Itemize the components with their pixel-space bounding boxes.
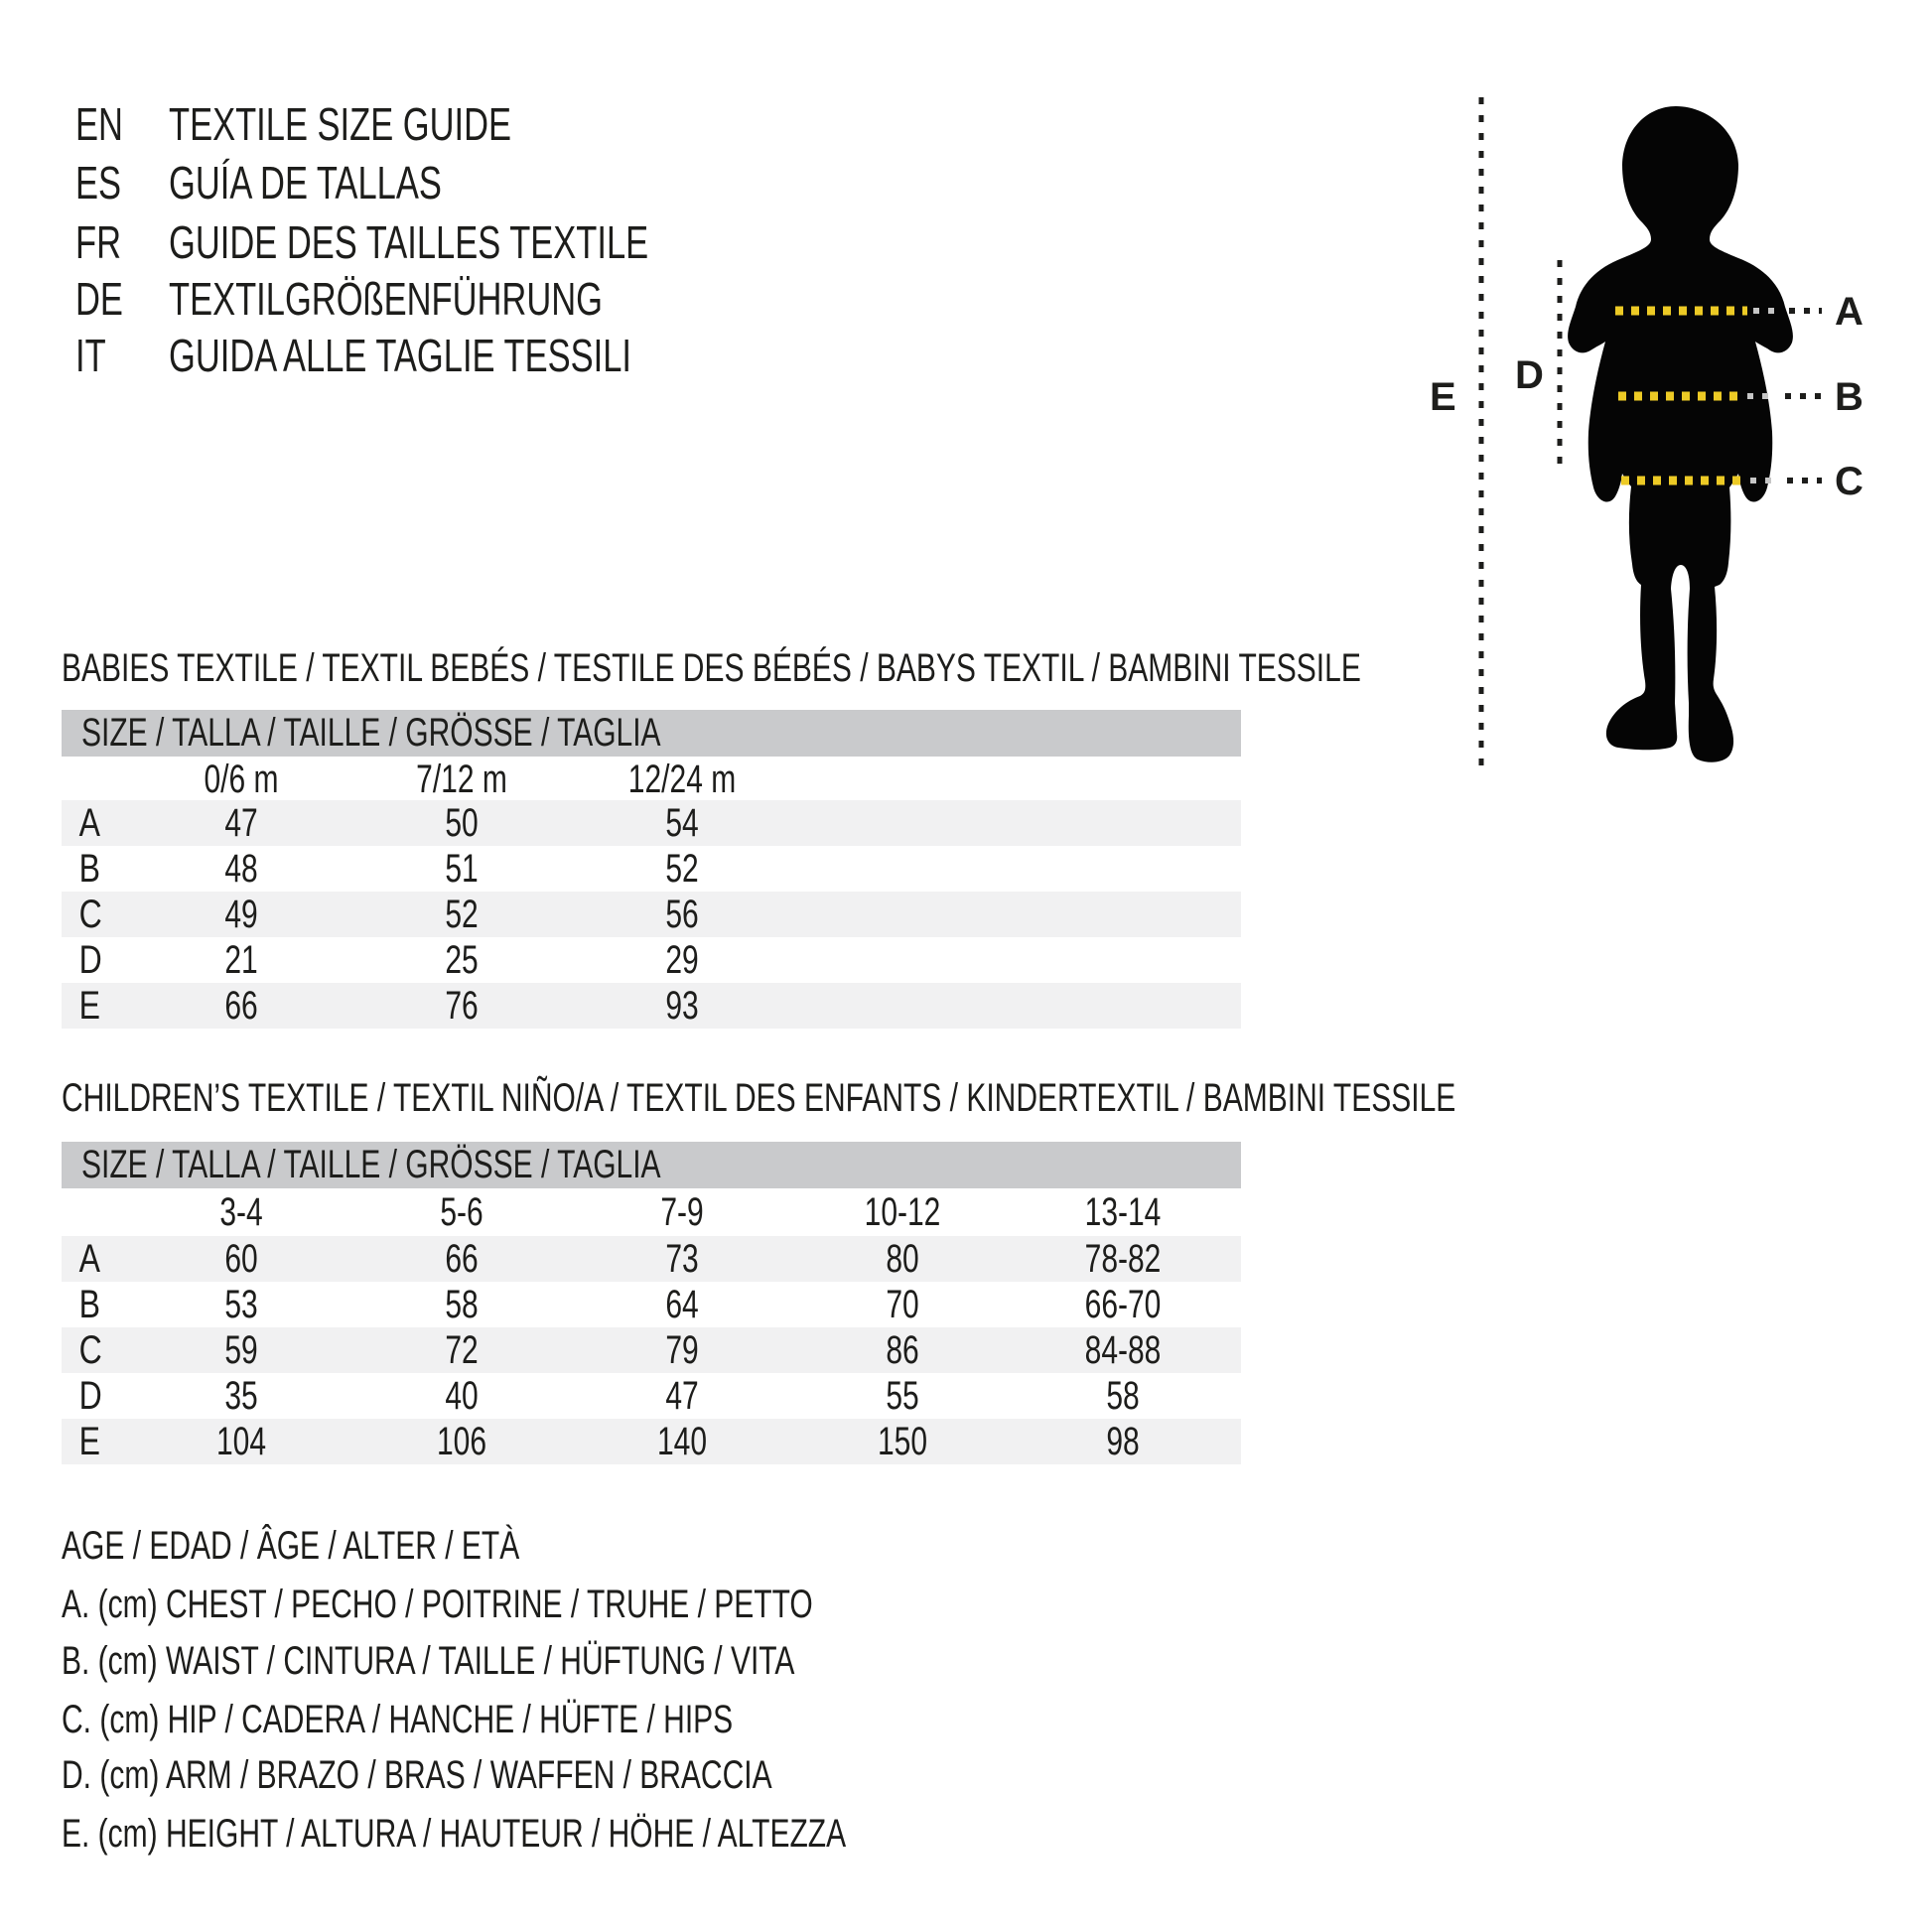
babies-row-e: E 66 76 93 (62, 983, 1241, 1029)
babies-row-c: C 49 52 56 (62, 892, 1241, 937)
children-column-header-row (62, 1189, 1241, 1235)
children-section-title: CHILDREN’S TEXTILE / TEXTIL NIÑO/A / TEXTIL DES ENFANTS / KINDERTEXTIL / BAMBINI TESSILE (62, 1076, 1456, 1120)
chest-label: A (1835, 290, 1863, 334)
babies-table-header-bar: SIZE / TALLA / TAILLE / GRÖSSE / TAGLIA (62, 710, 1241, 757)
babies-col-7-12m: 7/12 m (416, 757, 507, 801)
babies-row-d: D 21 25 29 (78, 937, 699, 982)
children-row-a: A 60 66 73 80 78-82 (62, 1236, 1241, 1282)
language-title-it: GUIDA ALLE TAGLIE TESSILI (169, 330, 631, 381)
legend-height: E. (cm) HEIGHT / ALTURA / HAUTEUR / HÖHE / ALTEZZA (62, 1812, 847, 1856)
children-col-10-12: 10-12 (864, 1189, 941, 1234)
children-row-c: C 59 72 79 86 84-88 (62, 1327, 1241, 1373)
children-row-d: D 35 40 47 55 58 (78, 1373, 1140, 1418)
babies-section-title: BABIES TEXTILE / TEXTIL BEBÉS / TESTILE DES BÉBÉS / BABYS TEXTIL / BAMBINI TESSILE (62, 646, 1361, 690)
language-code-en: EN (75, 98, 123, 150)
legend-waist: B. (cm) WAIST / CINTURA / TAILLE / HÜFTUNG / VITA (62, 1639, 795, 1683)
legend-chest: A. (cm) CHEST / PECHO / POITRINE / TRUHE / PETTO (62, 1583, 813, 1626)
children-col-3-4: 3-4 (219, 1189, 263, 1234)
language-title-es: GUÍA DE TALLAS (169, 157, 442, 208)
arm-label: D (1515, 353, 1544, 397)
hip-label: C (1835, 460, 1863, 503)
legend-arm: D. (cm) ARM / BRAZO / BRAS / WAFFEN / BRACCIA (62, 1753, 772, 1797)
legend-hip: C. (cm) HIP / CADERA / HANCHE / HÜFTE / HIPS (62, 1698, 734, 1741)
babies-col-12-24m: 12/24 m (627, 757, 737, 801)
babies-column-header-row (62, 757, 1241, 802)
language-code-it: IT (75, 330, 106, 381)
language-title-fr: GUIDE DES TAILLES TEXTILE (169, 216, 649, 268)
language-code-es: ES (75, 157, 122, 208)
children-row-b: B 53 58 64 70 66-70 (78, 1282, 1162, 1326)
children-col-7-9: 7-9 (660, 1189, 704, 1234)
children-table-header-bar: SIZE / TALLA / TAILLE / GRÖSSE / TAGLIA (62, 1142, 1241, 1188)
language-code-fr: FR (75, 216, 121, 268)
children-row-e: E 104 106 140 150 98 (62, 1419, 1241, 1464)
legend-age: AGE / EDAD / ÂGE / ALTER / ETÀ (62, 1524, 520, 1568)
language-code-de: DE (75, 273, 123, 325)
children-col-5-6: 5-6 (440, 1189, 483, 1234)
language-title-en: TEXTILE SIZE GUIDE (169, 98, 512, 150)
language-title-de: TEXTILGRÖßENFÜHRUNG (169, 273, 604, 325)
children-col-13-14: 13-14 (1084, 1189, 1162, 1234)
babies-row-a: A 47 50 54 (62, 800, 1241, 846)
waist-label: B (1835, 375, 1863, 419)
babies-row-b: B 48 51 52 (78, 846, 699, 891)
height-label: E (1430, 375, 1456, 419)
babies-col-0-6m: 0/6 m (204, 757, 279, 801)
